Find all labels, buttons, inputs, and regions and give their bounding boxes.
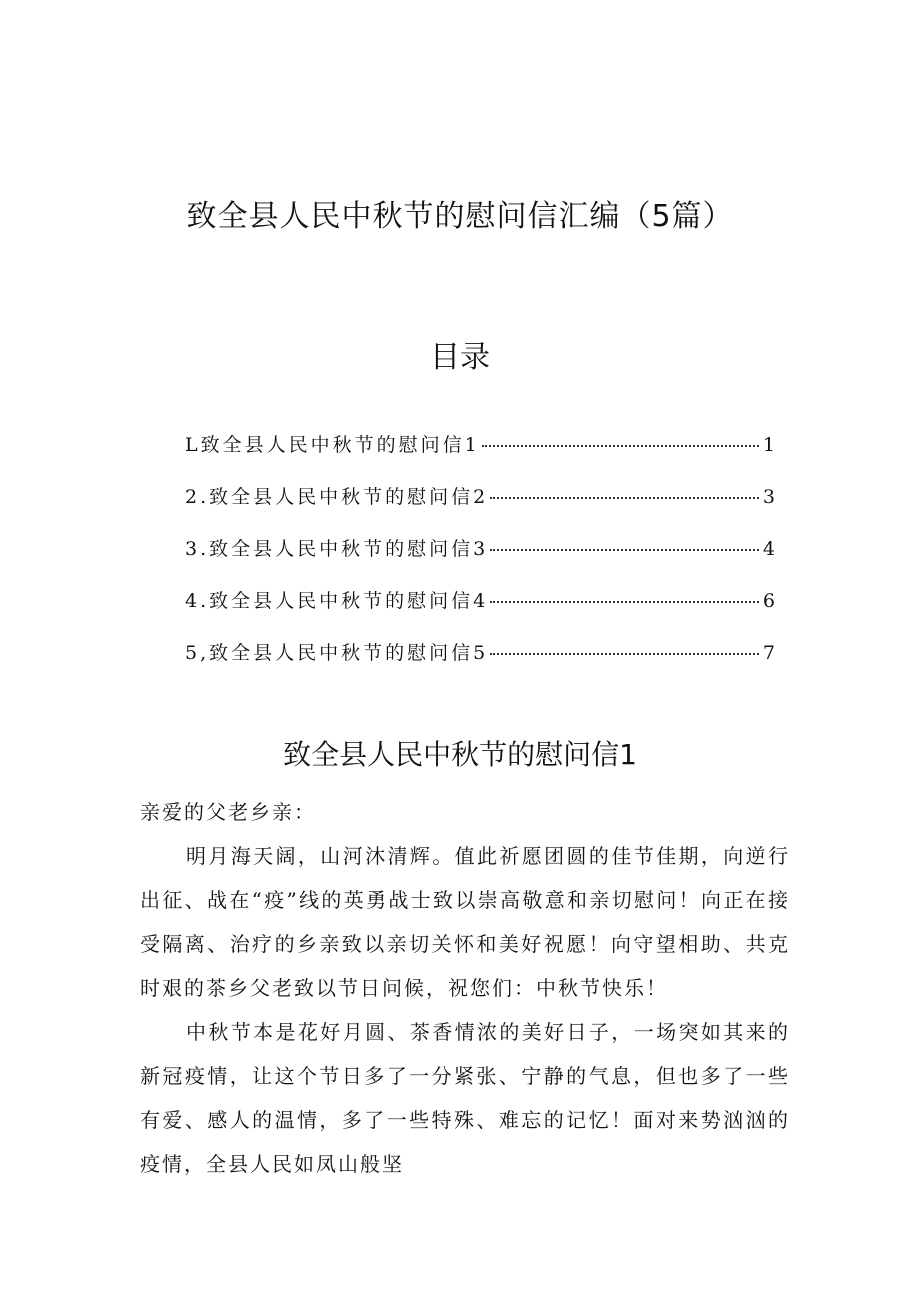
letter-salutation: 亲爱的父老乡亲： (140, 800, 316, 824)
document-title: 致全县人民中秋节的慰问信汇编（5篇） (186, 199, 734, 234)
toc-entry-title: 5,致全县人民中秋节的慰问信5 (185, 642, 489, 664)
toc-entry[interactable] (185, 430, 775, 482)
toc-entry[interactable] (185, 482, 775, 534)
toc-dot-leader (490, 549, 759, 551)
toc-dot-leader (490, 497, 759, 499)
table-of-contents (185, 430, 775, 690)
toc-page-number: 3 (762, 486, 775, 508)
toc-entry-title: 3.致全县人民中秋节的慰问信3 (185, 538, 489, 560)
toc-page-number: 1 (762, 434, 775, 456)
toc-dot-leader (482, 445, 759, 447)
toc-entry-title: 2.致全县人民中秋节的慰问信2 (185, 486, 489, 508)
toc-dot-leader (490, 653, 759, 655)
toc-heading: 目录 (430, 340, 490, 375)
toc-entry[interactable] (185, 638, 775, 690)
letter-paragraph: 中秋节本是花好月圆、茶香情浓的美好日子，一场突如其来的新冠疫情，让这个节日多了一分紧张、宁静的气息，但也多了一些有爱、感人的温情，多了一些特殊、难忘的记忆！面对来势汹汹的疫情，全县人民如凤山般坚 (140, 1020, 790, 1176)
toc-dot-leader (490, 601, 759, 603)
toc-page-number: 4 (762, 538, 775, 560)
toc-entry[interactable] (185, 586, 775, 638)
toc-entry-title: L致全县人民中秋节的慰问信1 (185, 434, 480, 456)
toc-entry-title: 4.致全县人民中秋节的慰问信4 (185, 590, 489, 612)
letter-body (140, 790, 790, 1186)
toc-page-number: 7 (762, 642, 775, 664)
toc-entry[interactable] (185, 534, 775, 586)
letter-paragraph: 明月海天阔，山河沐清辉。值此祈愿团圆的佳节佳期，向逆行出征、战在“疫”线的英勇战士致以崇高敬意和亲切慰问！向正在接受隔离、治疗的乡亲致以亲切关怀和美好祝愿！向守望相助、共克时艰的茶乡父老致以节日问候，祝您们：中秋节快乐！ (140, 844, 790, 1000)
letter-title: 致全县人民中秋节的慰问信1 (283, 738, 637, 771)
toc-page-number: 6 (762, 590, 775, 612)
